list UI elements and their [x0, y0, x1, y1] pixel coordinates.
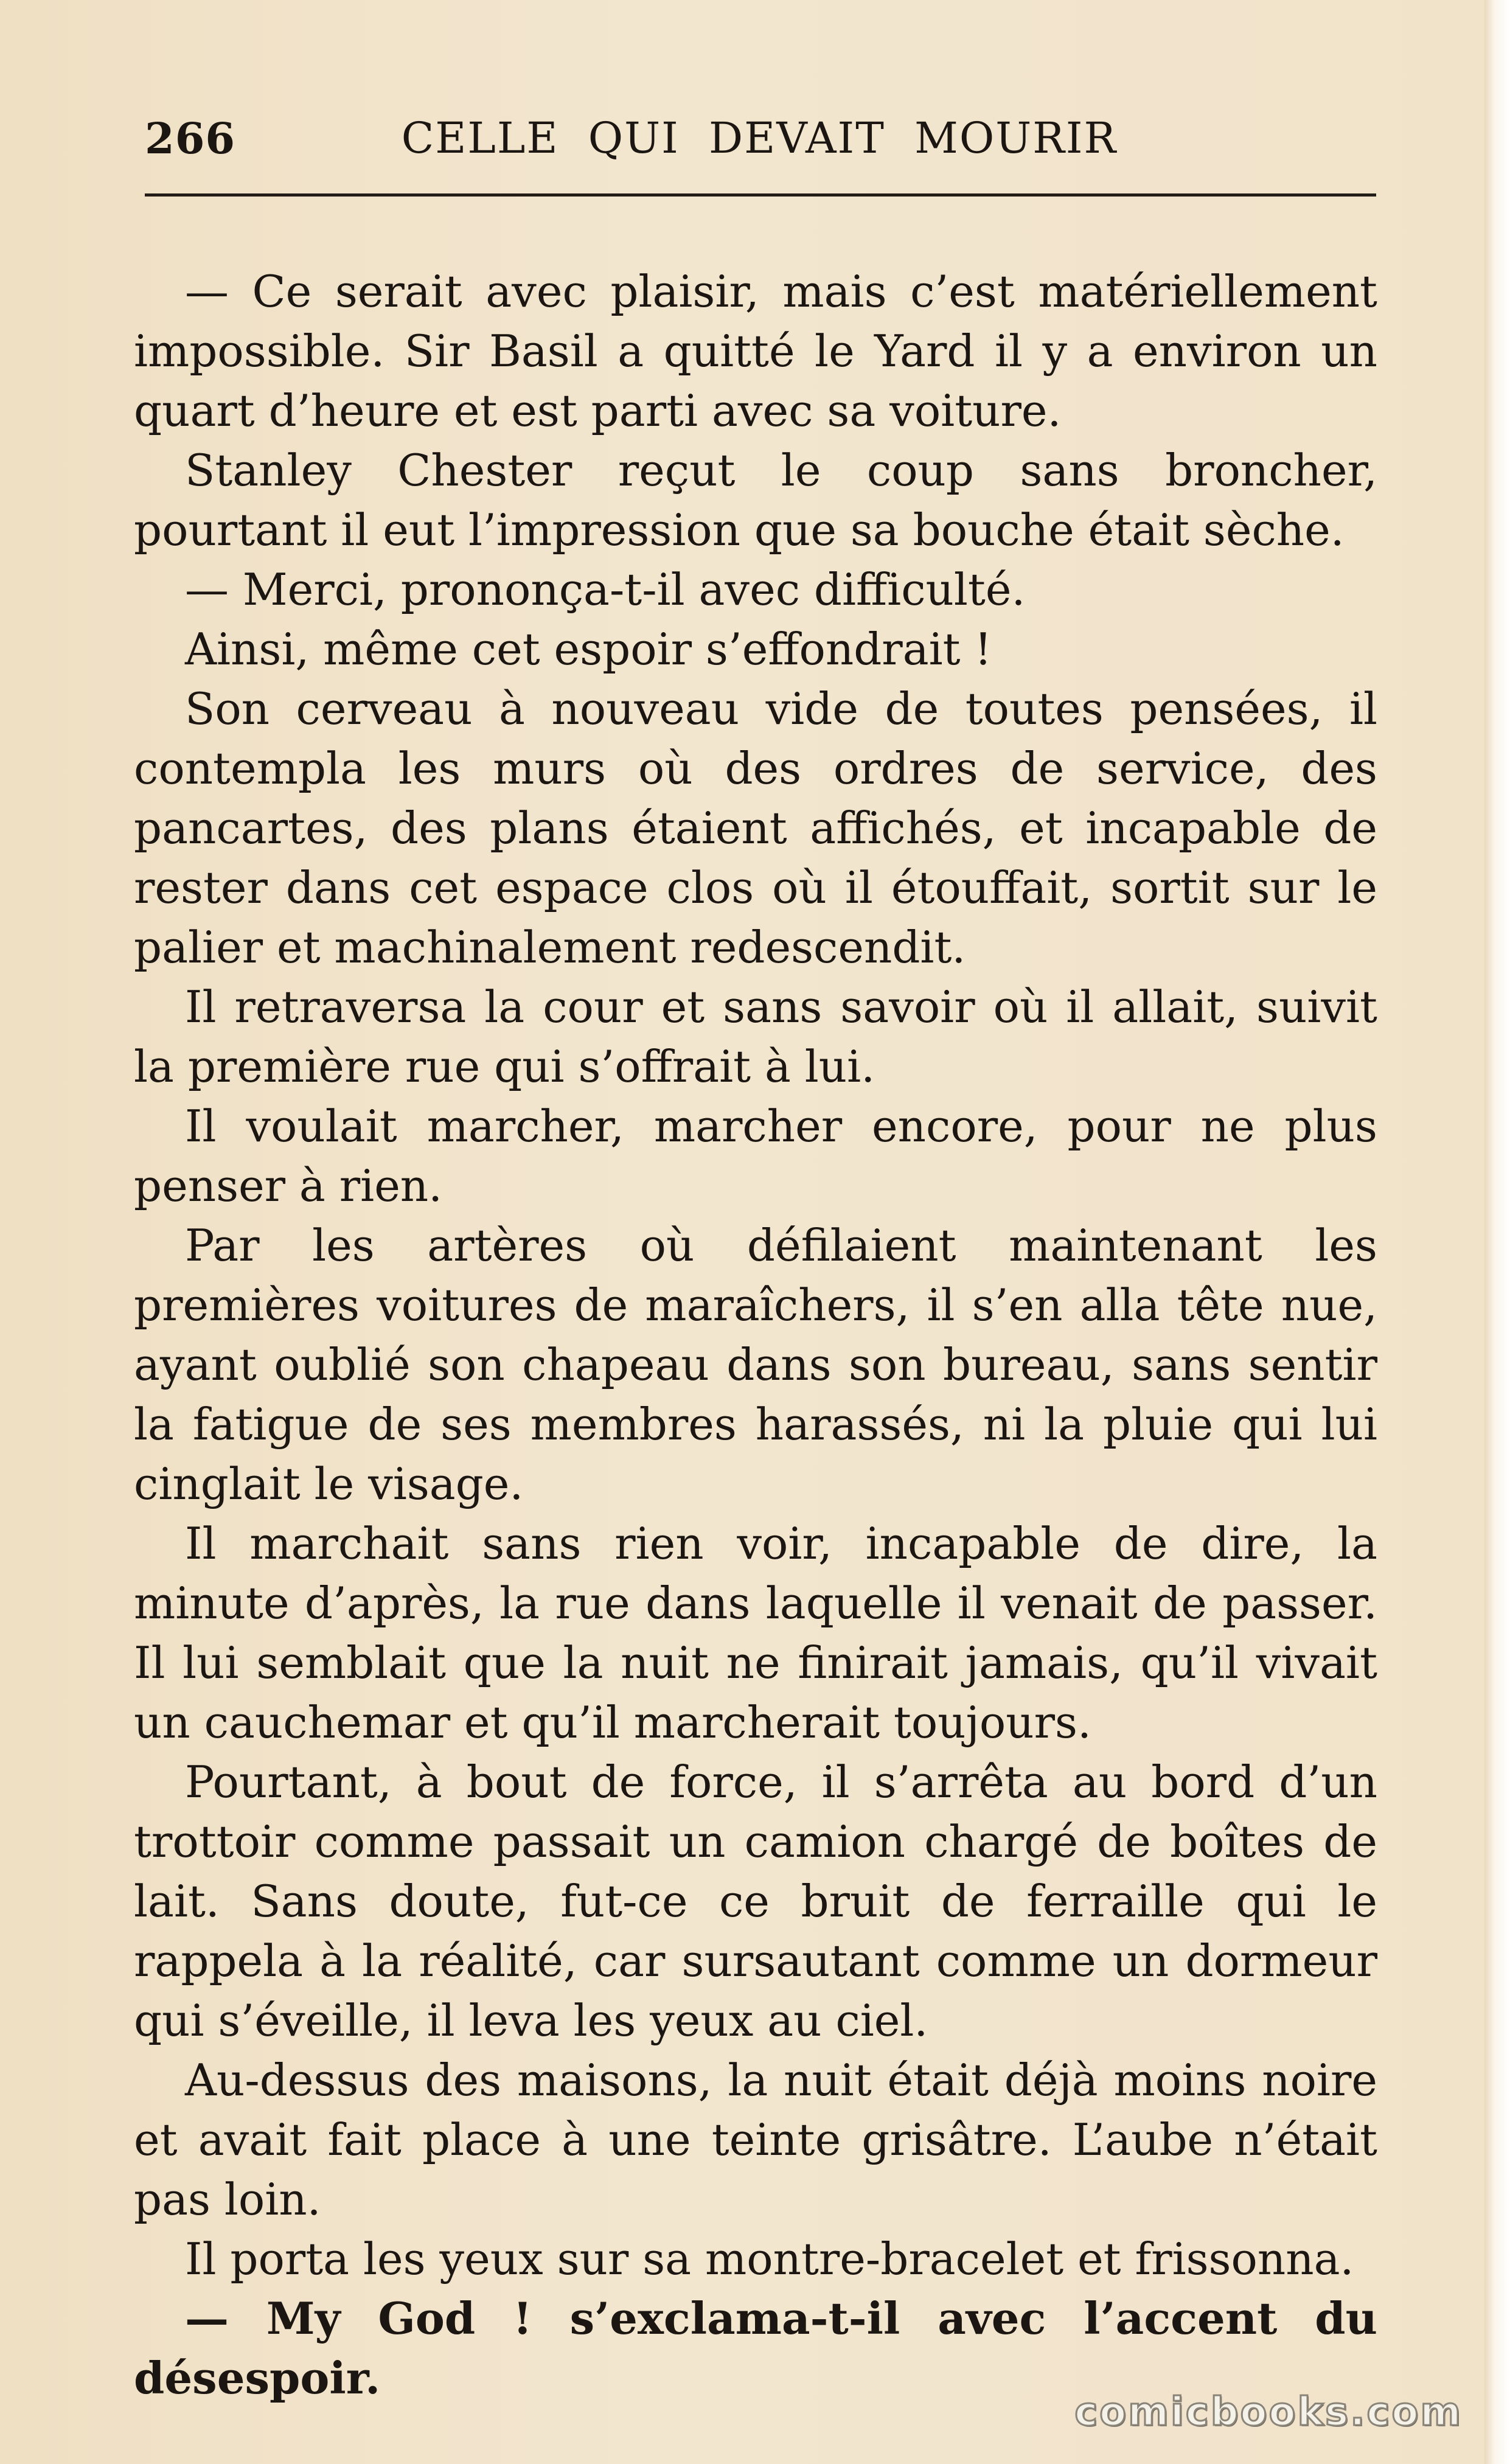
paragraph: — Ce serait avec plaisir, mais c’est matériellement impossible. Sir Basil a quitté le Yard il y a environ un quart d’heure et est parti avec sa voiture.: [134, 266, 1377, 436]
watermark: comicbooks.com: [1074, 2390, 1463, 2435]
paragraph: Pourtant, à bout de force, il s’arrêta au bord d’un trottoir comme passait un camion chargé de boîtes de lait. Sans doute, fut-ce ce bruit de ferraille qui le rappela à la réalité, car sursautant comme un dormeur qui s’éveille, il leva les yeux au ciel.: [134, 1756, 1377, 2046]
paragraph: Au-dessus des maisons, la nuit était déjà moins noire et avait fait place à une teinte grisâtre. L’aube n’était pas loin.: [134, 2055, 1377, 2225]
paragraph: — Merci, prononça-t-il avec difficulté.: [185, 564, 1026, 615]
paragraph: Par les artères où défilaient maintenant les premières voitures de maraîchers, il s’en alla tête nue, ayant oublié son chapeau dans son bureau, sans sentir la fatigue de ses membres harassés, ni la pluie qui lui cinglait le visage.: [134, 1220, 1377, 1509]
header-rule: [145, 193, 1376, 197]
paragraph: Il porta les yeux sur sa montre-bracelet et frissonna.: [185, 2233, 1354, 2285]
paragraph: Stanley Chester reçut le coup sans broncher, pourtant il eut l’impression que sa bouche était sèche.: [134, 445, 1377, 555]
paragraph: Il retraversa la cour et sans savoir où il allait, suivit la première rue qui s’offrait à lui.: [134, 981, 1377, 1092]
running-title: CELLE QUI DEVAIT MOURIR: [401, 113, 1118, 163]
page-number: 266: [145, 113, 236, 164]
paragraph-final: — My God ! s’exclama-t-il avec l’accent du désespoir.: [134, 2292, 1377, 2404]
page-edge: [1484, 0, 1510, 2464]
page-header: [145, 108, 1374, 181]
body-text: [134, 262, 1377, 2408]
paragraph: Il marchait sans rien voir, incapable de dire, la minute d’après, la rue dans laquelle il venait de passer. Il lui semblait que la nuit ne finirait jamais, qu’il vivait un cauchemar et qu’il marcherait toujours.: [134, 1518, 1377, 1748]
paragraph: Son cerveau à nouveau vide de toutes pensées, il contempla les murs où des ordres de service, des pancartes, des plans étaient affichés, et incapable de rester dans cet espace clos où il étouffait, sortit sur le palier et machinalement redescendit.: [134, 683, 1377, 973]
paragraph: Il voulait marcher, marcher encore, pour ne plus penser à rien.: [134, 1101, 1377, 1211]
paragraph: Ainsi, même cet espoir s’effondrait !: [185, 624, 992, 675]
